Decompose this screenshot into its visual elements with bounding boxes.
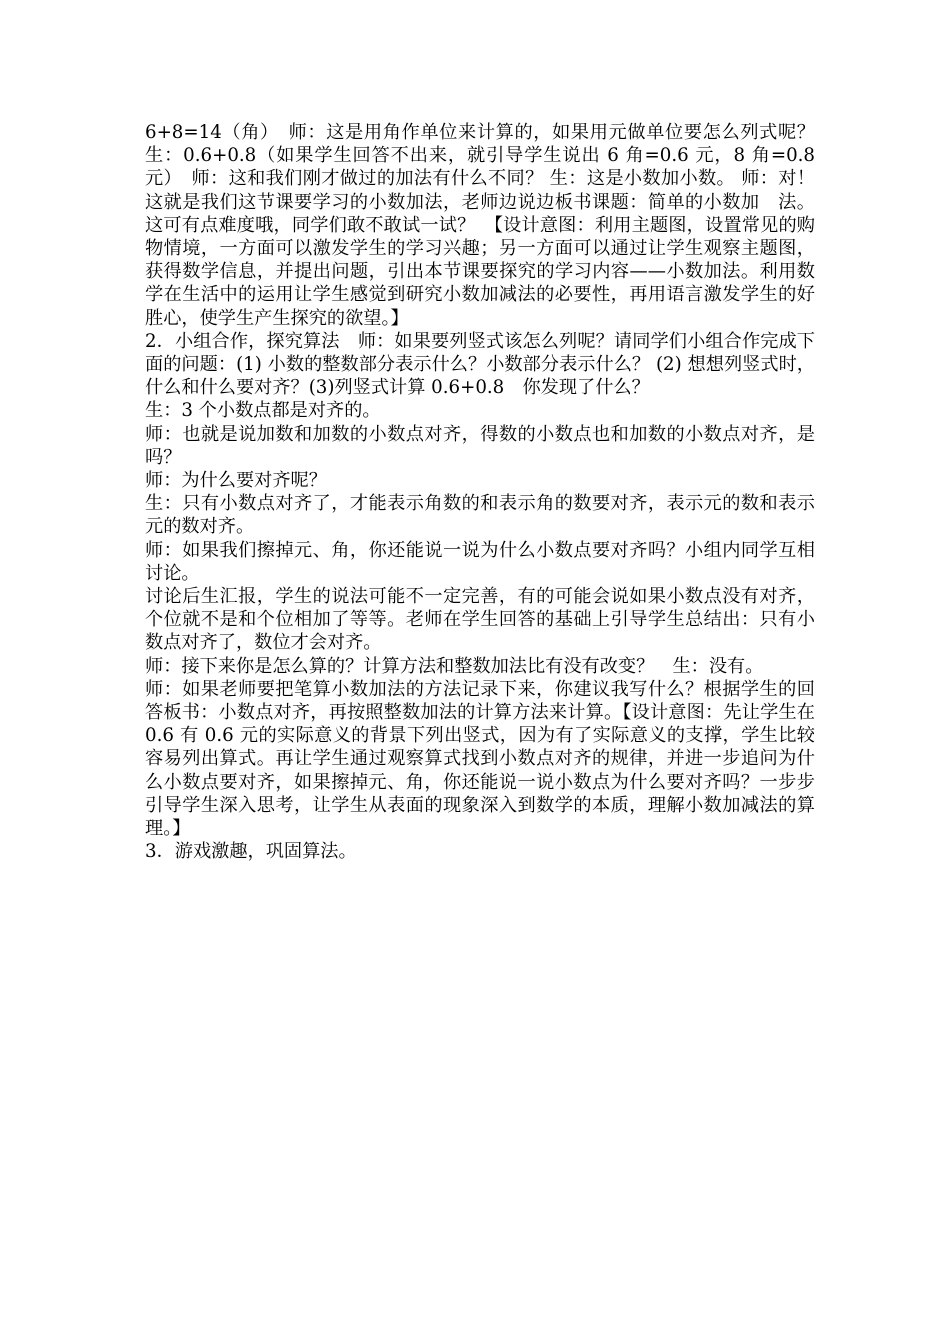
- paragraph-game-section: 3．游戏激趣，巩固算法。: [145, 841, 357, 863]
- paragraph-student-answer-1: 生：3 个小数点都是对齐的。: [145, 400, 381, 422]
- paragraph-lesson-intro: 6+8=14（角） 师：这是用角作单位来计算的，如果用元做单位要怎么列式呢？ 生：0.6+0.8（如果学生回答不出来，就引导学生说出 6 角=0.6 元，8 角=0.8 元） 师：这和我们刚才做过的加法有什么不同？ 生：这是小数加小数。 师：对！这就是我们这节课要学习的小数加法，老师边说边板书课题：简单的小数加 法。这可有点难度哦，同学们敢不敢试一试？ 【设计意图：利用主题图，设置常见的购物情境，一方面可以激发学生的学习兴趣；另一方面可以通过让学生观察主题图，获得数学信息，并提出问题，引出本节课要探究的学习内容——小数加法。利用数学在生活中的运用让学生感觉到研究小数加减法的必要性，再用语言激发学生的好胜心，使学生产生探究的欲望。】: [145, 122, 834, 329]
- paragraph-teacher-question-3: 师：如果我们擦掉元、角，你还能说一说为什么小数点要对齐吗？小组内同学互相讨论。: [145, 539, 815, 584]
- paragraph-discussion-report: 讨论后生汇报，学生的说法可能不一定完善，有的可能会说如果小数点没有对齐，个位就不是和个位相加了等等。老师在学生回答的基础上引导学生总结出：只有小数点对齐了，数位才会对齐。: [145, 586, 815, 654]
- paragraph-teacher-question-4: 师：接下来你是怎么算的？计算方法和整数加法比有没有改变？ 生：没有。: [145, 655, 764, 677]
- paragraph-teacher-question-1: 师：也就是说加数和加数的小数点对齐，得数的小数点也和加数的小数点对齐，是吗？: [145, 423, 815, 468]
- document-page: [145, 121, 834, 864]
- paragraph-board-summary: 师：如果老师要把笔算小数加法的方法记录下来，你建议我写什么？根据学生的回答板书：小数点对齐，再按照整数加法的计算方法来计算。【设计意图：先让学生在 0.6 有 0.6 元的实际意义的背景下列出竖式，因为有了实际意义的支撑，学生比较容易列出算式。再让学生通过观察算式找到小数点对齐的规律，并进一步追问为什么小数点要对齐，如果擦掉元、角，你还能说一说小数点为什么要对齐吗？一步步引导学生深入思考，让学生从表面的现象深入到数学的本质，理解小数加减法的算理。】: [145, 678, 815, 840]
- paragraph-teacher-question-2: 师：为什么要对齐呢？: [145, 470, 327, 492]
- paragraph-student-answer-2: 生：只有小数点对齐了，才能表示角数的和表示角的数要对齐，表示元的数和表示元的数对齐。: [145, 493, 815, 538]
- paragraph-group-cooperation: 2．小组合作，探究算法 师：如果要列竖式该怎么列呢？请同学们小组合作完成下面的问题：(1) 小数的整数部分表示什么？小数部分表示什么？ (2) 想想列竖式时，什么和什么要对齐？(3)列竖式计算 0.6+0.8 你发现了什么？: [145, 330, 815, 399]
